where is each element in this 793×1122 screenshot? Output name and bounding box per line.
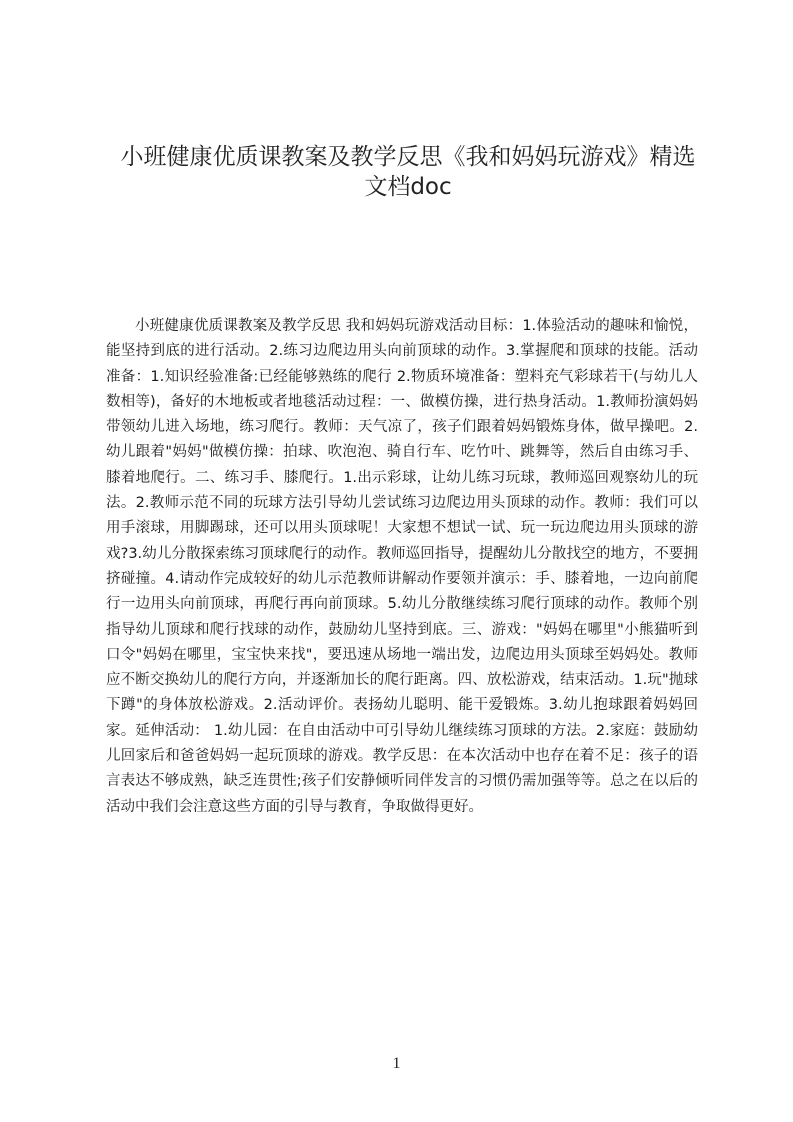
document-body: 小班健康优质课教案及教学反思 我和妈妈玩游戏活动目标：1.体验活动的趣味和愉悦，能坚持到底的进行活动。2.练习边爬边用头向前顶球的动作。3.掌握爬和顶球的技能。活动准备：1.知识经验准备:已经能够熟练的爬行 2.物质环境准备：塑料充气彩球若干(与幼儿人数相等)，备好的木地板或者地毯活动过程：一、做模仿操，进行热身活动。1.教师扮演妈妈带领幼儿进入场地，练习爬行。教师：天气凉了，孩子们跟着妈妈锻炼身体，做早操吧。2.幼儿跟着"妈妈"做模仿操：拍球、吹泡泡、骑自行车、吃竹叶、跳舞等，然后自由练习手、膝着地爬行。二、练习手、膝爬行。1.出示彩球，让幼儿练习玩球，教师巡回观察幼儿的玩法。2.教师示范不同的玩球方法引导幼儿尝试练习边爬边用头顶球的动作。教师：我们可以用手滚球，用脚踢球，还可以用头顶球呢！大家想不想试一试、玩一玩边爬边用头顶球的游戏?3.幼儿分散探索练习顶球爬行的动作。教师巡回指导，提醒幼儿分散找空的地方，不要拥挤碰撞。4.请动作完成较好的幼儿示范教师讲解动作要领并演示：手、膝着地，一边向前爬行一边用头向前顶球，再爬行再向前顶球。5.幼儿分散继续练习爬行顶球的动作。教师个别指导幼儿顶球和爬行找球的动作，鼓励幼儿坚持到底。三、游戏："妈妈在哪里"小熊猫听到口令"妈妈在哪里，宝宝快来找"，要迅速从场地一端出发，边爬边用头顶球至妈妈处。教师应不断交换幼儿的爬行方向，并逐渐加长的爬行距离。四、放松游戏，结束活动。1.玩"抛球下蹲"的身体放松游戏。2.活动评价。表扬幼儿聪明、能干爱锻炼。3.幼儿抱球跟着妈妈回家。延伸活动： 1.幼儿园：在自由活动中可引导幼儿继续练习顶球的方法。2.家庭：鼓励幼儿回家后和爸爸妈妈一起玩顶球的游戏。教学反思：在本次活动中也存在着不足：孩子的语言表达不够成熟，缺乏连贯性;孩子们安静倾听同伴发言的习惯仍需加强等等。总之在以后的活动中我们会注意这些方面的引导与教育，争取做得更好。 bbox=[106, 318, 698, 815]
page-number: 1 bbox=[392, 1055, 401, 1072]
document-title: 小班健康优质课教案及教学反思《我和妈妈玩游戏》精选 文档doc bbox=[120, 144, 696, 200]
